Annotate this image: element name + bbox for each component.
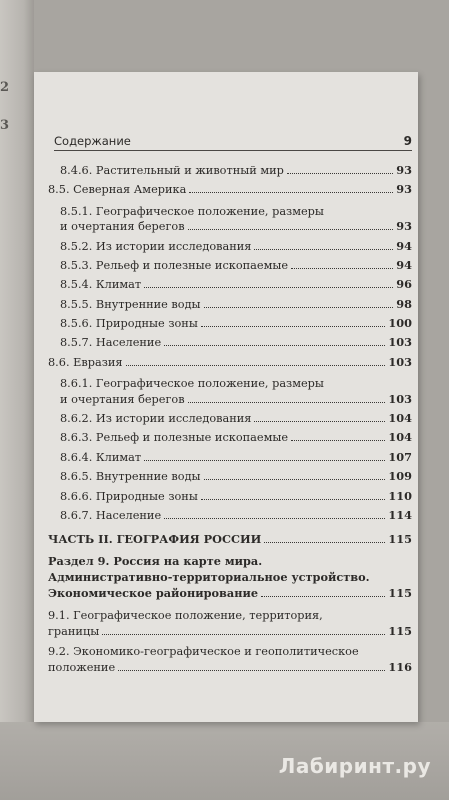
- toc-entry-page: 104: [388, 411, 412, 425]
- toc-entry-label: 8.6.7. Население: [60, 509, 162, 522]
- toc-entry-label: 8.6.2. Из истории исследования: [60, 412, 252, 425]
- toc-entry-label: 8.5.7. Население: [60, 336, 162, 349]
- toc-entry-page: 93: [396, 182, 412, 196]
- leader-dots: [126, 365, 386, 366]
- toc-entry-label: 8.4.6. Растительный и животный мир: [60, 164, 284, 177]
- toc-entry-page: 115: [388, 586, 412, 600]
- header-title: Содержание: [54, 134, 131, 148]
- toc-entry-page: 114: [388, 508, 412, 522]
- toc-entry-label: 8.6.5. Внутренние воды: [60, 470, 201, 483]
- toc-entry-label: 8.6.3. Рельеф и полезные ископаемые: [60, 431, 289, 444]
- toc-entry-label: 8.5.6. Природные зоны: [60, 317, 198, 330]
- toc-entry-label: и очертания берегов: [60, 393, 185, 406]
- header-page-number: 9: [403, 134, 412, 148]
- toc-entry-label-line: 9.2. Экономико-географическое и геополитическое: [48, 645, 359, 658]
- toc-entry-label: границы: [48, 625, 100, 638]
- toc-entry-label: положение: [48, 661, 116, 674]
- toc-entry-page: 93: [396, 163, 412, 177]
- adjacent-page-mark: 3: [0, 118, 10, 133]
- adjacent-page-edge: [0, 0, 34, 800]
- toc-entry-page: 94: [396, 258, 412, 272]
- toc-entry-page: 109: [388, 469, 412, 483]
- toc-entry: [60, 451, 412, 464]
- toc-entry: [60, 164, 412, 177]
- toc-entry-label: 8.6.4. Климат: [60, 451, 142, 464]
- toc-entry: [60, 240, 412, 253]
- toc-entry-label-line: 9.1. Географическое положение, территория,: [48, 609, 323, 622]
- toc-entry: [60, 298, 412, 311]
- toc-entry-page: 116: [388, 660, 412, 674]
- adjacent-page-mark: 2: [0, 80, 10, 95]
- leader-dots: [144, 287, 393, 288]
- table-of-contents: [34, 72, 418, 722]
- toc-entry-page: 103: [388, 392, 412, 406]
- leader-dots: [204, 479, 386, 480]
- watermark-logo: Лабиринт.ру: [278, 754, 431, 778]
- book-page: [34, 72, 418, 722]
- toc-section-heading: [48, 587, 412, 600]
- leader-dots: [118, 670, 385, 671]
- leader-dots: [291, 440, 385, 441]
- leader-dots: [188, 402, 386, 403]
- toc-entry-page: 115: [388, 532, 412, 546]
- toc-entry-label: 8.5. Северная Америка: [48, 183, 187, 196]
- toc-entry-label-line: 8.6.1. Географическое положение, размеры: [60, 377, 324, 390]
- toc-entry-page: 103: [388, 355, 412, 369]
- toc-entry-label: 8.5.4. Климат: [60, 278, 142, 291]
- leader-dots: [254, 421, 385, 422]
- toc-entry: [60, 336, 412, 349]
- toc-entry: [60, 220, 412, 233]
- toc-entry-page: 96: [396, 277, 412, 291]
- toc-section-label-line: Административно-территориальное устройство.: [48, 570, 370, 584]
- toc-entry-page: 107: [388, 450, 412, 464]
- toc-entry: [60, 431, 412, 444]
- toc-section-label-line: Раздел 9. Россия на карте мира.: [48, 554, 263, 568]
- leader-dots: [287, 173, 393, 174]
- toc-entry: [60, 509, 412, 522]
- toc-entry-page: 110: [388, 489, 412, 503]
- toc-entry: [60, 259, 412, 272]
- leader-dots: [144, 460, 385, 461]
- toc-entry-page: 115: [388, 624, 412, 638]
- toc-entry-label: 8.5.3. Рельеф и полезные ископаемые: [60, 259, 289, 272]
- toc-entry-label: 8.5.2. Из истории исследования: [60, 240, 252, 253]
- toc-entry: [60, 393, 412, 406]
- toc-entry: [60, 317, 412, 330]
- toc-entry: [48, 625, 412, 638]
- toc-entry: [60, 412, 412, 425]
- toc-entry-page: 94: [396, 239, 412, 253]
- toc-entry: [60, 470, 412, 483]
- toc-entry-label: Экономическое районирование: [48, 586, 259, 600]
- toc-entry-page: 103: [388, 335, 412, 349]
- toc-part-heading: [48, 533, 412, 546]
- toc-entry-page: 98: [396, 297, 412, 311]
- leader-dots: [201, 326, 386, 327]
- leader-dots: [188, 229, 394, 230]
- toc-entry-label: 8.6. Евразия: [48, 356, 123, 369]
- leader-dots: [261, 596, 385, 597]
- toc-entry: [48, 356, 412, 369]
- leader-dots: [264, 542, 385, 543]
- leader-dots: [164, 345, 385, 346]
- leader-dots: [291, 268, 393, 269]
- toc-entry-label: ЧАСТЬ II. ГЕОГРАФИЯ РОССИИ: [48, 532, 262, 546]
- toc-entry: [48, 183, 412, 196]
- leader-dots: [201, 499, 386, 500]
- leader-dots: [189, 192, 393, 193]
- toc-entry-page: 93: [396, 219, 412, 233]
- toc-entry-page: 100: [388, 316, 412, 330]
- leader-dots: [102, 634, 385, 635]
- leader-dots: [164, 518, 385, 519]
- toc-entry-label: 8.5.5. Внутренние воды: [60, 298, 201, 311]
- leader-dots: [254, 249, 393, 250]
- toc-entry-label-line: 8.5.1. Географическое положение, размеры: [60, 205, 324, 218]
- toc-entry: [60, 278, 412, 291]
- toc-entry: [60, 490, 412, 503]
- toc-entry: [48, 661, 412, 674]
- toc-entry-label: и очертания берегов: [60, 220, 185, 233]
- toc-entry-label: 8.6.6. Природные зоны: [60, 490, 198, 503]
- leader-dots: [204, 307, 394, 308]
- toc-entry-page: 104: [388, 430, 412, 444]
